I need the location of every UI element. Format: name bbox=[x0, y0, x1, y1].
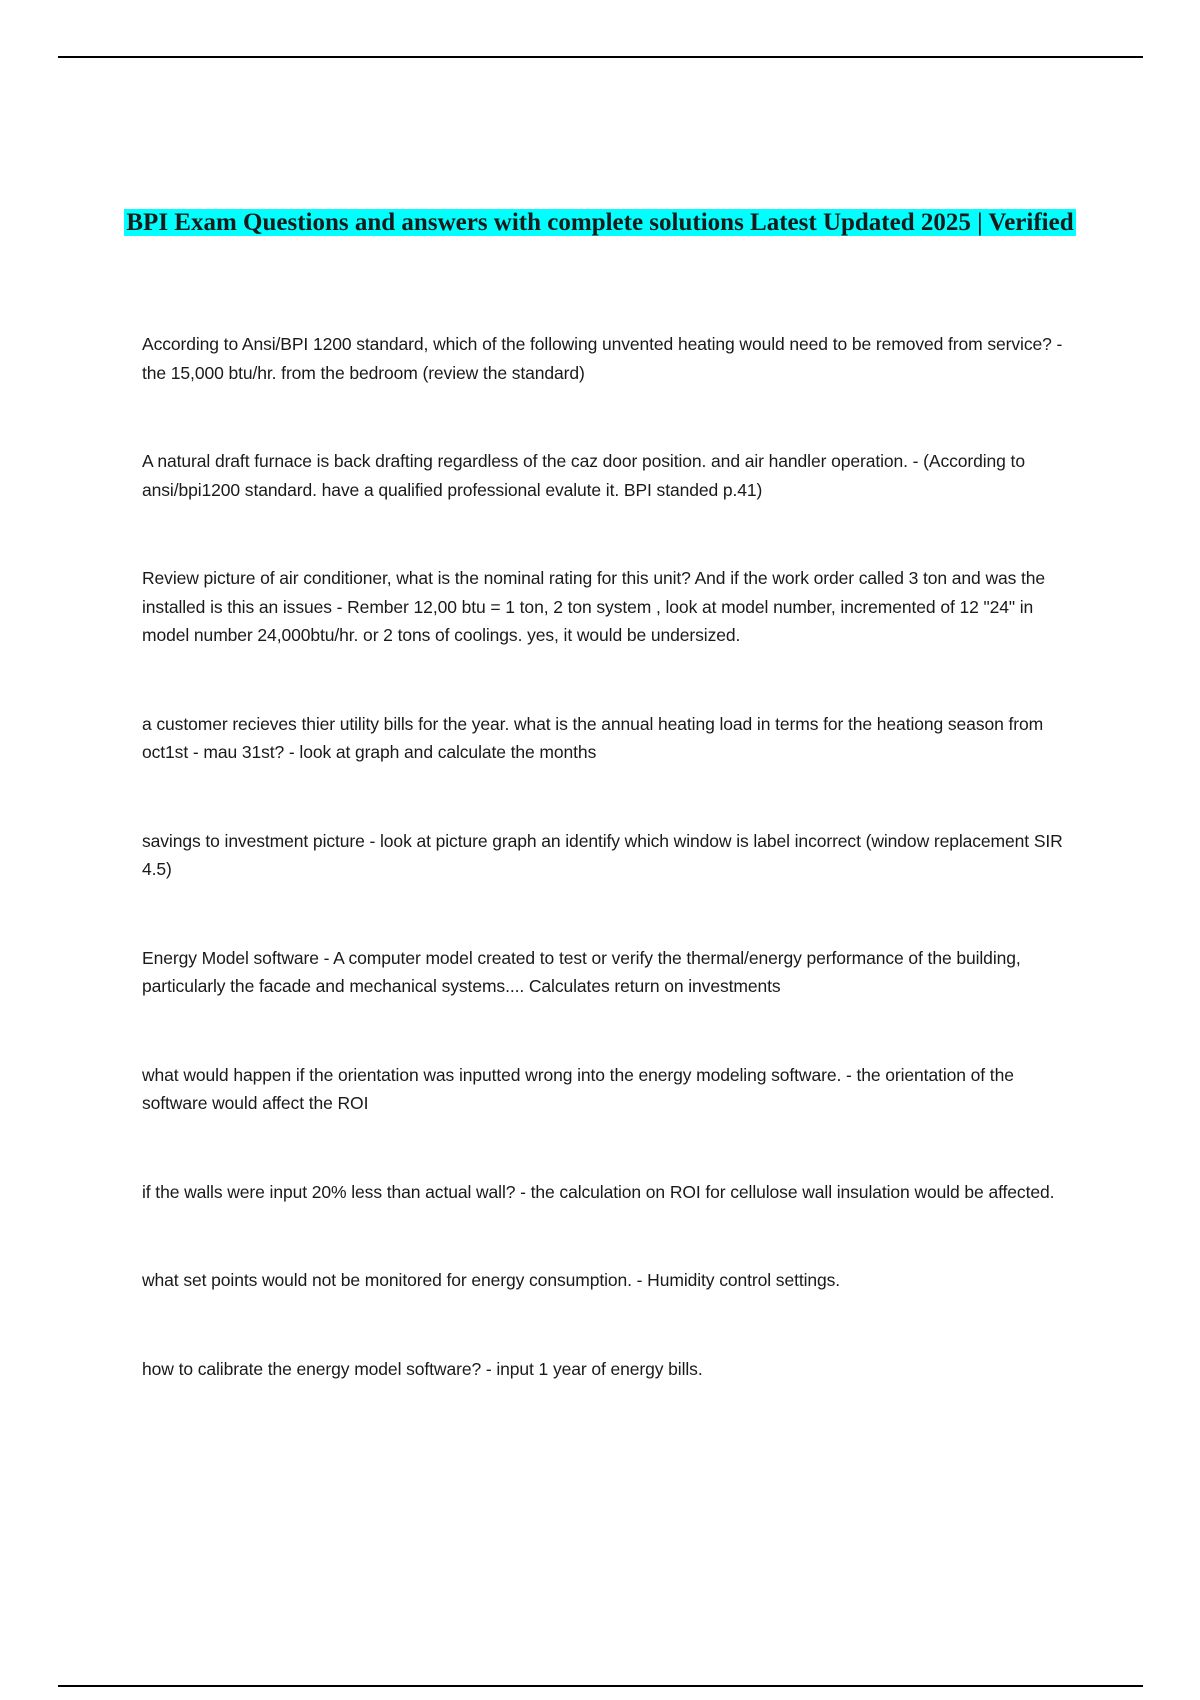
qa-item: Energy Model software - A computer model created to test or verify the thermal/energy performance of the building, particularly the facade and mechanical systems.... Calculates return on investments bbox=[142, 947, 1021, 996]
qa-item: how to calibrate the energy model software? - input 1 year of energy bills. bbox=[142, 1358, 703, 1379]
qa-item: if the walls were input 20% less than actual wall? - the calculation on ROI for cellulose wall insulation would be affected. bbox=[142, 1181, 1055, 1202]
qa-item: Review picture of air conditioner, what is the nominal rating for this unit? And if the work order called 3 ton and was the installed is this an issues - Rember 12,00 btu = 1 ton, 2 ton system , look at model number, incremented of 12 "24" in model number 24,000btu/hr. or 2 tons of coolings. yes, it would be undersized. bbox=[142, 568, 1046, 645]
qa-item: what set points would not be monitored for energy consumption. - Humidity control settings. bbox=[142, 1270, 841, 1290]
qa-item: According to Ansi/BPI 1200 standard, which of the following unvented heating would need to be removed from service? - the 15,000 btu/hr. from the bedroom (review the standard) bbox=[142, 334, 1063, 383]
qa-item: a customer recieves thier utility bills for the year. what is the annual heating load in terms for the heationg season from oct1st - mau 31st? - look at graph and calculate the months bbox=[142, 713, 1044, 762]
bottom-rule bbox=[58, 1685, 1143, 1687]
top-rule bbox=[58, 56, 1143, 58]
qa-item: A natural draft furnace is back drafting regardless of the caz door position. and air handler operation. - (According to ansi/bpi1200 standard. have a qualified professional evalute it. BPI standed p.41) bbox=[142, 451, 1025, 500]
qa-list bbox=[142, 330, 1072, 1383]
document-title-text: BPI Exam Questions and answers with complete solutions Latest Updated 2025 | Verified bbox=[126, 209, 1074, 236]
document-title bbox=[110, 206, 1090, 239]
qa-item: savings to investment picture - look at picture graph an identify which window is label incorrect (window replacement SIR 4.5) bbox=[142, 830, 1063, 879]
qa-item: what would happen if the orientation was inputted wrong into the energy modeling software. - the orientation of the software would affect the ROI bbox=[142, 1064, 1014, 1113]
